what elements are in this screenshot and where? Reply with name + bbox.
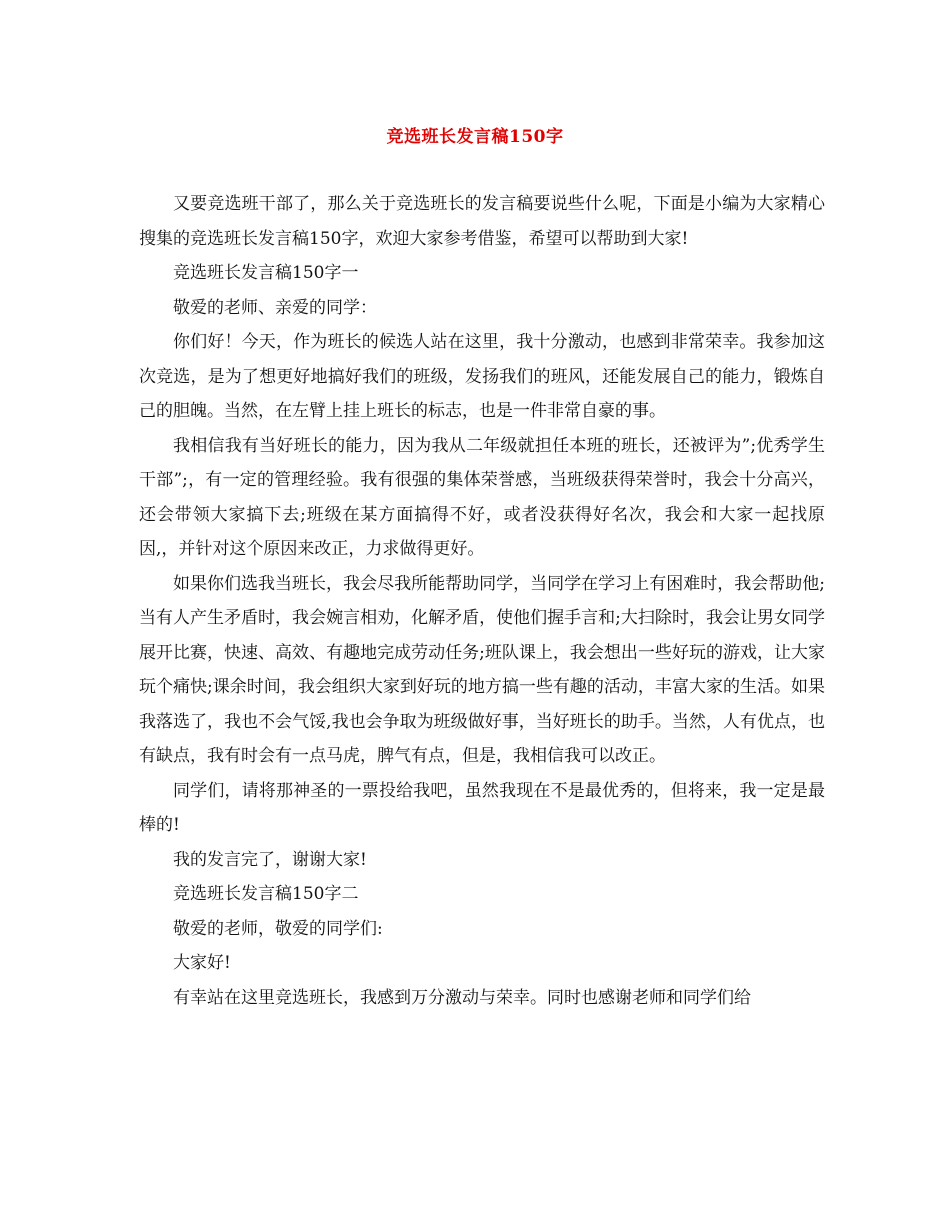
salutation-1: 敬爱的老师、亲爱的同学： <box>173 297 377 318</box>
greeting-line: 大家好! <box>173 953 231 973</box>
paragraph: 如果你们选我当班长，我会尽我所能帮助同学，当同学在学习上有困难时，我会帮助他;当有人产生矛盾时，我会婉言相劝，化解矛盾，使他们握手言和;大扫除时，我会让男女同学展开比赛，快速、高效、有趣地完成劳动任务;班队课上，我会想出一些好玩的游戏，让大家玩个痛快;课余时间，我会组织大家到好玩的地方搞一些有趣的活动，丰富大家的生活。如果我落选了，我也不会气馁,我也会争取为班级做好事，当好班长的助手。当然，人有优点，也有缺点，我有时会有一点马虎，脾气有点，但是，我相信我可以改正。 <box>139 573 825 766</box>
paragraph: 同学们，请将那神圣的一票投给我吧，虽然我现在不是最优秀的，但将来，我一定是最棒的! <box>139 780 825 835</box>
paragraph: 你们好！今天，作为班长的候选人站在这里，我十分激动，也感到非常荣幸。我参加这次竞选，是为了想更好地搞好我们的班级，发扬我们的班风，还能发展自己的能力，锻炼自己的胆魄。当然，在左臂上挂上班长的标志，也是一件非常自豪的事。 <box>139 332 825 421</box>
section-heading-2: 竞选班长发言稿150字二 <box>173 884 359 904</box>
paragraph: 有幸站在这里竞选班长，我感到万分激动与荣幸。同时也感谢老师和同学们给 <box>173 987 751 1008</box>
closing-line-1: 我的发言完了，谢谢大家! <box>173 849 367 870</box>
document-title: 竞选班长发言稿150字 <box>386 127 564 147</box>
salutation-2: 敬爱的老师，敬爱的同学们: <box>173 918 383 939</box>
section-heading-1: 竞选班长发言稿150字一 <box>173 263 359 283</box>
intro-paragraph: 又要竞选班干部了，那么关于竞选班长的发言稿要说些什么呢，下面是小编为大家精心搜集的竞选班长发言稿150字，欢迎大家参考借鉴，希望可以帮助到大家! <box>139 194 825 249</box>
paragraph: 我相信我有当好班长的能力，因为我从二年级就担任本班的班长，还被评为”;优秀学生干部”;，有一定的管理经验。我有很强的集体荣誉感，当班级获得荣誉时，我会十分高兴，还会带领大家搞下去;班级在某方面搞得不好，或者没获得好名次，我会和大家一起找原因,，并针对这个原因来改正，力求做得更好。 <box>139 435 825 559</box>
document-body <box>139 187 825 1015</box>
